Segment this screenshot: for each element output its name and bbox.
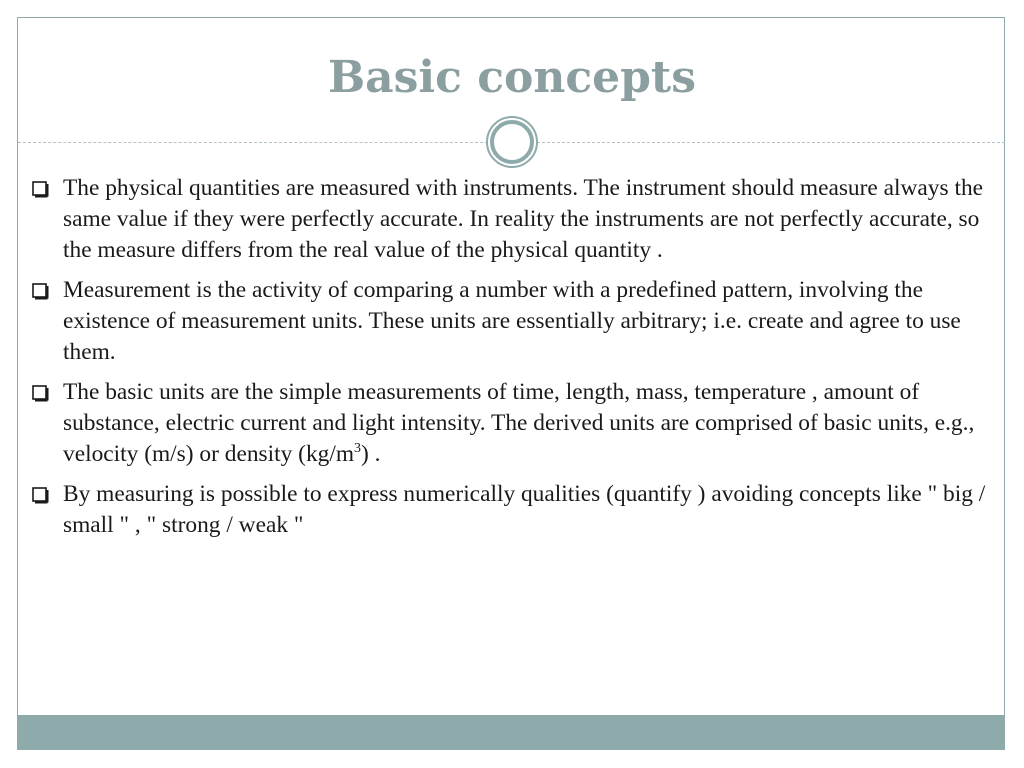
bullet-text-suffix: ) . — [361, 441, 381, 467]
bullet-text: Measurement is the activity of comparing a number with a predefined pattern, involving the existence of measurement units. These units are essentially arbitrary; i.e. create and agree to use them. — [63, 277, 961, 365]
checkbox-square-icon — [32, 181, 49, 198]
bullet-item — [30, 377, 988, 470]
bullet-item — [30, 275, 988, 368]
bullet-item — [30, 479, 988, 541]
superscript-3: 3 — [354, 441, 362, 457]
checkbox-square-icon — [32, 283, 49, 300]
title-divider-right — [537, 142, 1005, 143]
bullet-text: By measuring is possible to express numerically qualities (quantify ) avoiding concepts like " big / small " , " strong / weak " — [63, 481, 986, 538]
slide-title: Basic concepts — [327, 52, 697, 103]
bullet-text: The physical quantities are measured with instruments. The instrument should measure always the same value if they were perfectly accurate. In reality the instruments are not perfectly accurate, so the measure differs from the real value of the physical quantity . — [63, 175, 984, 263]
bullet-list — [30, 173, 988, 550]
footer-bar — [17, 715, 1005, 750]
bullet-text: The basic units are the simple measurements of time, length, mass, temperature , amount of substance, electric current and light intensity. The derived units are comprised of basic units, e.g., velocity (m/s) or density (kg/m — [63, 379, 975, 467]
ring-ornament-icon — [485, 115, 539, 169]
title-divider-left — [18, 142, 488, 143]
checkbox-square-icon — [32, 385, 49, 402]
checkbox-square-icon — [32, 487, 49, 504]
bullet-item — [30, 173, 988, 266]
